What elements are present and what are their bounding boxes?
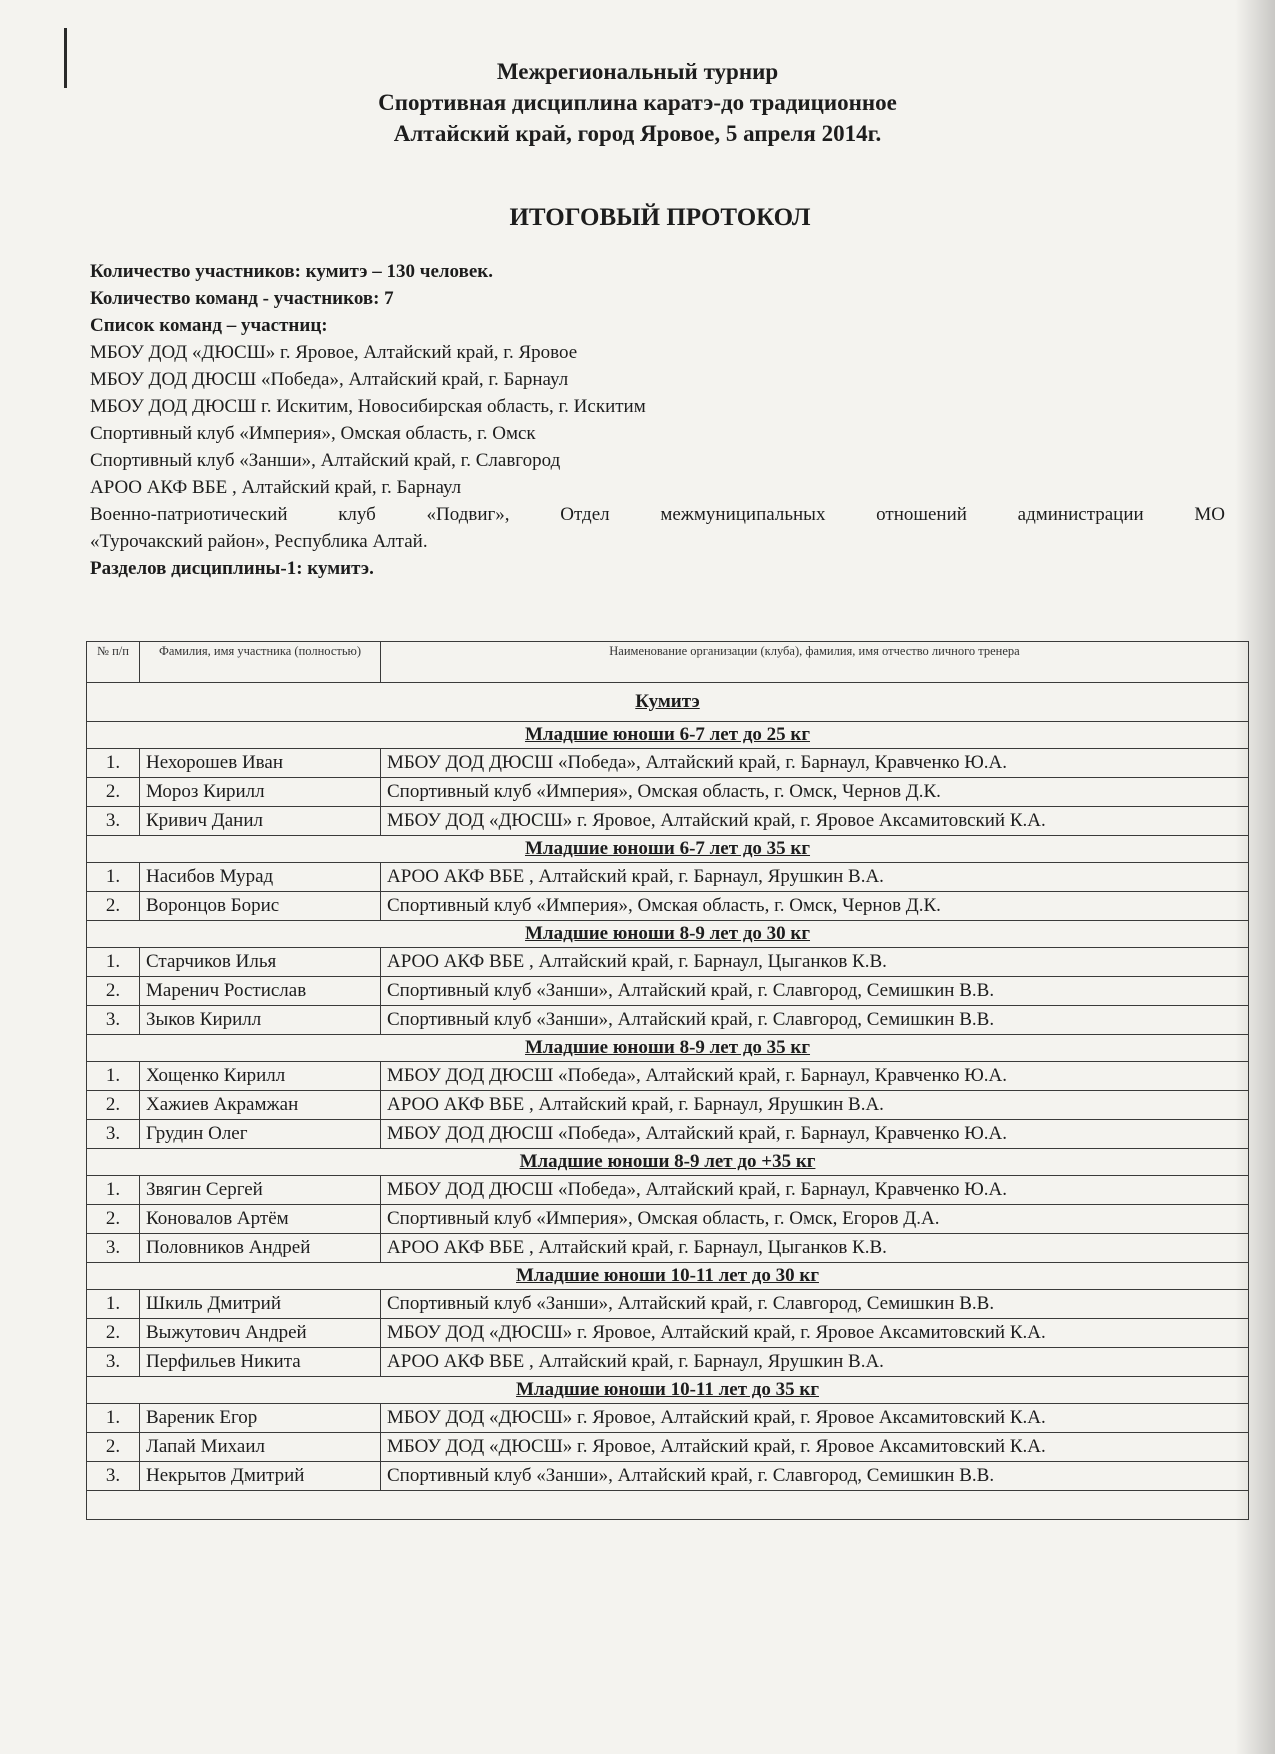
table-row bbox=[87, 1234, 1249, 1263]
participant-name: Грудин Олег bbox=[140, 1120, 381, 1149]
section-title: Кумитэ bbox=[87, 683, 1249, 722]
document-header bbox=[0, 56, 1275, 149]
category-title: Младшие юноши 6-7 лет до 25 кг bbox=[87, 722, 1249, 749]
table-body bbox=[87, 683, 1249, 1520]
category-row bbox=[87, 1377, 1249, 1404]
participant-name: Половников Андрей bbox=[140, 1234, 381, 1263]
category-row bbox=[87, 1149, 1249, 1176]
entry-number: 2. bbox=[87, 778, 140, 807]
team-item: «Турочакский район», Республика Алтай. bbox=[90, 531, 428, 552]
entry-number: 2. bbox=[87, 1319, 140, 1348]
participant-name: Некрытов Дмитрий bbox=[140, 1462, 381, 1491]
table-row bbox=[87, 863, 1249, 892]
entry-number: 3. bbox=[87, 1234, 140, 1263]
table-row bbox=[87, 807, 1249, 836]
header-org: Наименование организации (клуба), фамилия, имя отчество личного тренера bbox=[381, 642, 1249, 683]
participant-name: Перфильев Никита bbox=[140, 1348, 381, 1377]
participant-name: Старчиков Илья bbox=[140, 948, 381, 977]
entry-number: 1. bbox=[87, 948, 140, 977]
organization-coach: АРОО АКФ ВБЕ , Алтайский край, г. Барнаул, Цыганков К.В. bbox=[381, 948, 1249, 977]
entry-number: 2. bbox=[87, 977, 140, 1006]
entry-number: 1. bbox=[87, 749, 140, 778]
organization-coach: Спортивный клуб «Занши», Алтайский край, г. Славгород, Семишкин В.В. bbox=[381, 977, 1249, 1006]
category-title: Младшие юноши 6-7 лет до 35 кг bbox=[87, 836, 1249, 863]
table-row bbox=[87, 892, 1249, 921]
entry-number: 3. bbox=[87, 1348, 140, 1377]
category-row bbox=[87, 836, 1249, 863]
table-row bbox=[87, 1176, 1249, 1205]
results-table bbox=[86, 641, 1249, 1520]
organization-coach: Спортивный клуб «Занши», Алтайский край, г. Славгород, Семишкин В.В. bbox=[381, 1006, 1249, 1035]
participants-count: Количество участников: кумитэ – 130 человек. bbox=[90, 261, 493, 282]
organization-coach: АРОО АКФ ВБЕ , Алтайский край, г. Барнаул, Ярушкин В.А. bbox=[381, 1091, 1249, 1120]
table-row bbox=[87, 1091, 1249, 1120]
category-row bbox=[87, 722, 1249, 749]
teams-heading: Список команд – участниц: bbox=[90, 315, 328, 336]
entry-number: 3. bbox=[87, 1120, 140, 1149]
table-row bbox=[87, 977, 1249, 1006]
participant-name: Нехорошев Иван bbox=[140, 749, 381, 778]
participant-name: Хощенко Кирилл bbox=[140, 1062, 381, 1091]
participant-name: Вареник Егор bbox=[140, 1404, 381, 1433]
organization-coach: Спортивный клуб «Занши», Алтайский край, г. Славгород, Семишкин В.В. bbox=[381, 1290, 1249, 1319]
category-title: Младшие юноши 8-9 лет до 30 кг bbox=[87, 921, 1249, 948]
entry-number: 3. bbox=[87, 1006, 140, 1035]
table-row bbox=[87, 1205, 1249, 1234]
participant-name: Лапай Михаил bbox=[140, 1433, 381, 1462]
tournament-info bbox=[90, 258, 1225, 582]
entry-number: 2. bbox=[87, 1091, 140, 1120]
organization-coach: МБОУ ДОД ДЮСШ «Победа», Алтайский край, г. Барнаул, Кравченко Ю.А. bbox=[381, 1120, 1249, 1149]
category-title: Младшие юноши 8-9 лет до 35 кг bbox=[87, 1035, 1249, 1062]
category-row bbox=[87, 1263, 1249, 1290]
organization-coach: АРОО АКФ ВБЕ , Алтайский край, г. Барнаул, Ярушкин В.А. bbox=[381, 1348, 1249, 1377]
table-row bbox=[87, 1120, 1249, 1149]
table-row bbox=[87, 749, 1249, 778]
team-item: АРОО АКФ ВБЕ , Алтайский край, г. Барнаул bbox=[90, 477, 462, 498]
organization-coach: АРОО АКФ ВБЕ , Алтайский край, г. Барнаул, Ярушкин В.А. bbox=[381, 863, 1249, 892]
section-row bbox=[87, 683, 1249, 722]
organization-coach: МБОУ ДОД «ДЮСШ» г. Яровое, Алтайский край, г. Яровое Аксамитовский К.А. bbox=[381, 1433, 1249, 1462]
organization-coach: МБОУ ДОД «ДЮСШ» г. Яровое, Алтайский край, г. Яровое Аксамитовский К.А. bbox=[381, 1404, 1249, 1433]
entry-number: 2. bbox=[87, 892, 140, 921]
team-item: МБОУ ДОД ДЮСШ «Победа», Алтайский край, г. Барнаул bbox=[90, 369, 569, 390]
header-line: Спортивная дисциплина каратэ-до традиционное bbox=[378, 90, 897, 115]
team-item: Военно-патриотический клуб «Подвиг», Отдел межмуниципальных отношений администрации МО bbox=[90, 504, 1225, 525]
empty-row bbox=[87, 1491, 1249, 1520]
participant-name: Хажиев Акрамжан bbox=[140, 1091, 381, 1120]
category-title: Младшие юноши 10-11 лет до 35 кг bbox=[87, 1377, 1249, 1404]
header-num: № п/п bbox=[87, 642, 140, 683]
table-row bbox=[87, 1404, 1249, 1433]
team-item: Спортивный клуб «Империя», Омская область, г. Омск bbox=[90, 423, 536, 444]
header-line: Межрегиональный турнир bbox=[496, 59, 779, 84]
sections-count: Разделов дисциплины-1: кумитэ. bbox=[90, 558, 374, 579]
entry-number: 1. bbox=[87, 863, 140, 892]
protocol-title: ИТОГОВЫЙ ПРОТОКОЛ bbox=[509, 204, 811, 231]
table-header-row bbox=[87, 642, 1249, 683]
entry-number: 3. bbox=[87, 807, 140, 836]
entry-number: 2. bbox=[87, 1205, 140, 1234]
organization-coach: МБОУ ДОД «ДЮСШ» г. Яровое, Алтайский край, г. Яровое Аксамитовский К.А. bbox=[381, 1319, 1249, 1348]
entry-number: 1. bbox=[87, 1062, 140, 1091]
participant-name: Шкиль Дмитрий bbox=[140, 1290, 381, 1319]
table-row bbox=[87, 948, 1249, 977]
team-item: Спортивный клуб «Занши», Алтайский край, г. Славгород bbox=[90, 450, 561, 471]
organization-coach: Спортивный клуб «Империя», Омская область, г. Омск, Чернов Д.К. bbox=[381, 778, 1249, 807]
table-row bbox=[87, 1006, 1249, 1035]
participant-name: Кривич Данил bbox=[140, 807, 381, 836]
team-item: МБОУ ДОД ДЮСШ г. Искитим, Новосибирская область, г. Искитим bbox=[90, 396, 646, 417]
team-item: МБОУ ДОД «ДЮСШ» г. Яровое, Алтайский край, г. Яровое bbox=[90, 342, 578, 363]
category-row bbox=[87, 921, 1249, 948]
entry-number: 1. bbox=[87, 1290, 140, 1319]
entry-number: 2. bbox=[87, 1433, 140, 1462]
participant-name: Маренич Ростислав bbox=[140, 977, 381, 1006]
organization-coach: МБОУ ДОД ДЮСШ «Победа», Алтайский край, г. Барнаул, Кравченко Ю.А. bbox=[381, 749, 1249, 778]
organization-coach: Спортивный клуб «Империя», Омская область, г. Омск, Чернов Д.К. bbox=[381, 892, 1249, 921]
organization-coach: МБОУ ДОД «ДЮСШ» г. Яровое, Алтайский край, г. Яровое Аксамитовский К.А. bbox=[381, 807, 1249, 836]
table-row bbox=[87, 1348, 1249, 1377]
participant-name: Насибов Мурад bbox=[140, 863, 381, 892]
participant-name: Воронцов Борис bbox=[140, 892, 381, 921]
participant-name: Зыков Кирилл bbox=[140, 1006, 381, 1035]
empty-cell bbox=[87, 1491, 1249, 1520]
participant-name: Звягин Сергей bbox=[140, 1176, 381, 1205]
entry-number: 1. bbox=[87, 1404, 140, 1433]
organization-coach: МБОУ ДОД ДЮСШ «Победа», Алтайский край, г. Барнаул, Кравченко Ю.А. bbox=[381, 1176, 1249, 1205]
category-row bbox=[87, 1035, 1249, 1062]
participant-name: Выжутович Андрей bbox=[140, 1319, 381, 1348]
table-row bbox=[87, 1290, 1249, 1319]
table-row bbox=[87, 1433, 1249, 1462]
entry-number: 1. bbox=[87, 1176, 140, 1205]
participant-name: Мороз Кирилл bbox=[140, 778, 381, 807]
table-row bbox=[87, 1062, 1249, 1091]
table-row bbox=[87, 1462, 1249, 1491]
header-line: Алтайский край, город Яровое, 5 апреля 2014г. bbox=[393, 121, 882, 146]
organization-coach: АРОО АКФ ВБЕ , Алтайский край, г. Барнаул, Цыганков К.В. bbox=[381, 1234, 1249, 1263]
teams-count: Количество команд - участников: 7 bbox=[90, 288, 394, 309]
table-row bbox=[87, 778, 1249, 807]
organization-coach: Спортивный клуб «Занши», Алтайский край, г. Славгород, Семишкин В.В. bbox=[381, 1462, 1249, 1491]
participant-name: Коновалов Артём bbox=[140, 1205, 381, 1234]
entry-number: 3. bbox=[87, 1462, 140, 1491]
header-name: Фамилия, имя участника (полностью) bbox=[140, 642, 381, 683]
table-row bbox=[87, 1319, 1249, 1348]
category-title: Младшие юноши 8-9 лет до +35 кг bbox=[87, 1149, 1249, 1176]
organization-coach: Спортивный клуб «Империя», Омская область, г. Омск, Егоров Д.А. bbox=[381, 1205, 1249, 1234]
organization-coach: МБОУ ДОД ДЮСШ «Победа», Алтайский край, г. Барнаул, Кравченко Ю.А. bbox=[381, 1062, 1249, 1091]
category-title: Младшие юноши 10-11 лет до 30 кг bbox=[87, 1263, 1249, 1290]
